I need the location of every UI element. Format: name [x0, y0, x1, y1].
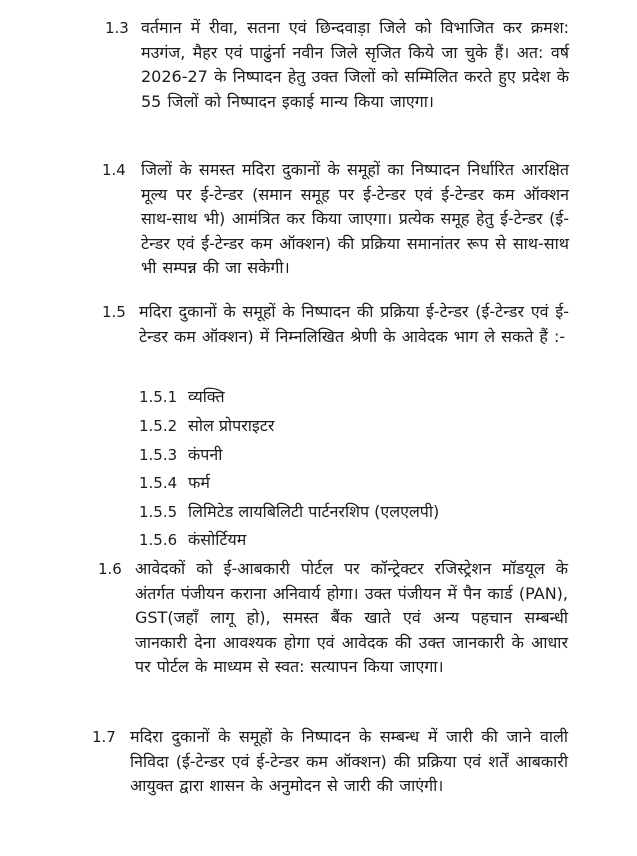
- list-item-number: 1.5.6: [139, 531, 178, 549]
- section-text: वर्तमान में रीवा, सतना एवं छिन्दवाड़ा जिले को विभाजित कर क्रमश: मउगंज, मैहर एवं पाढुंर्ना नवीन जिले सृजित किये जा चुके हैं। अत: वर्ष 2026-27 के निष्पादन हेतु उक्त जिलों को सम्मिलित करते हुए प्रदेश के 55 जिलों को निष्पादन इकाई मान्य किया जाएगा।: [141, 18, 569, 111]
- list-item-number: 1.5.2: [139, 417, 178, 435]
- list-item-text: फर्म: [188, 473, 210, 492]
- list-item-1-5-4: [0, 470, 637, 496]
- list-item-1-5-5: [0, 499, 637, 525]
- list-item-1-5-2: [0, 413, 637, 439]
- list-item-text: कंसोर्टियम: [188, 530, 247, 549]
- list-item-number: 1.5.4: [139, 474, 178, 492]
- section-number: 1.7: [92, 728, 116, 746]
- list-item-text: सोल प्रोपराइटर: [188, 416, 275, 435]
- section-number: 1.5: [102, 303, 126, 321]
- list-item-number: 1.5.5: [139, 503, 178, 521]
- section-text: मदिरा दुकानों के समूहों के निष्पादन के सम्बन्ध में जारी की जाने वाली निविदा (ई-टेन्डर एवं ई-टेन्डर कम ऑक्शन) की प्रक्रिया एवं शर्तें आबकारी आयुक्त द्वारा शासन के अनुमोदन से जारी की जाएंगी।: [130, 727, 568, 795]
- list-item-1-5-3: [0, 442, 637, 468]
- section-number: 1.6: [98, 560, 122, 578]
- section-number: 1.4: [102, 161, 126, 179]
- list-item-text: लिमिटेड लायबिलिटी पार्टनरशिप (एलएलपी): [188, 502, 440, 521]
- section-text: आवेदकों को ई-आबकारी पोर्टल पर कॉन्ट्रेक्टर रजिस्ट्रेशन मॉडयूल के अंतर्गत पंजीयन कराना अनिवार्य होगा। उक्त पंजीयन में पैन कार्ड (PAN), GST(जहाँ लागू हो), समस्त बैंक खाते एवं अन्य पहचान सम्बन्धी जानकारी देना आवश्यक होगा एवं आवेदक की उक्त जानकारी के आधार पर पोर्टल के माध्यम से स्वत: सत्यापन किया जाएगा।: [135, 559, 568, 676]
- list-item-number: 1.5.1: [139, 388, 178, 406]
- list-item-text: व्यक्ति: [188, 387, 225, 406]
- section-number: 1.3: [105, 19, 129, 37]
- section-text: मदिरा दुकानों के समूहों के निष्पादन की प्रक्रिया ई-टेन्डर (ई-टेन्डर एवं ई-टेन्डर कम ऑक्शन) में निम्नलिखित श्रेणी के आवेदक भाग ले सकते हैं :-: [139, 302, 569, 346]
- list-item-1-5-6: [0, 527, 637, 553]
- list-item-1-5-1: [0, 384, 637, 410]
- list-item-text: कंपनी: [188, 445, 223, 464]
- list-item-number: 1.5.3: [139, 446, 178, 464]
- section-text: जिलों के समस्त मदिरा दुकानों के समूहों का निष्पादन निर्धारित आरक्षित मूल्य पर ई-टेन्डर (समान समूह पर ई-टेन्डर एवं ई-टेन्डर कम ऑक्शन साथ-साथ भी) आमंत्रित कर किया जाएगा। प्रत्येक समूह हेतु ई-टेन्डर (ई-टेन्डर एवं ई-टेन्डर कम ऑक्शन) की प्रक्रिया समानांतर रूप से साथ-साथ भी सम्पन्न की जा सकेगी।: [141, 160, 569, 277]
